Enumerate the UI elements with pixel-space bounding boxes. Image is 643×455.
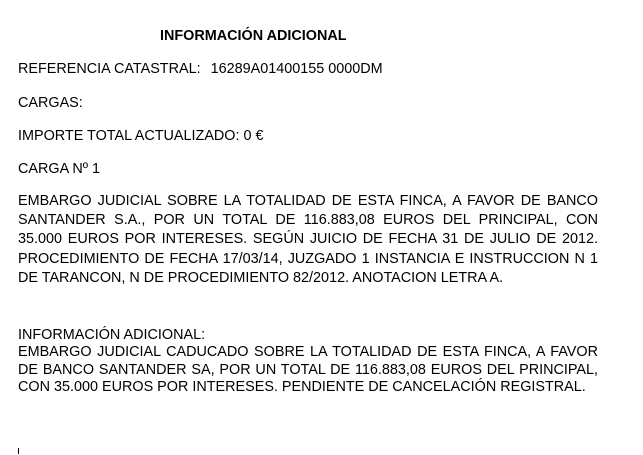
info-adicional-label: INFORMACIÓN ADICIONAL: — [18, 327, 206, 343]
cargas-label: CARGAS: — [18, 95, 83, 111]
referencia-value: 16289A01400155 0000DM — [210, 61, 383, 77]
referencia-label: REFERENCIA CATASTRAL: — [18, 61, 201, 77]
info-adicional-text: EMBARGO JUDICIAL CADUCADO SOBRE LA TOTALIDAD DE ESTA FINCA, A FAVOR DE BANCO SANTANDER SA, POR UN TOTAL DE 116.883,08 EUROS DEL PRINCIPAL, CON 35.000 EUROS POR INTERESES. PENDIENTE DE CANCELACIÓN REGISTRAL. — [18, 344, 598, 395]
info-adicional-section — [18, 327, 598, 396]
document-title: INFORMACIÓN ADICIONAL — [160, 28, 347, 44]
carga-description: EMBARGO JUDICIAL SOBRE LA TOTALIDAD DE ESTA FINCA, A FAVOR DE BANCO SANTANDER S.A., POR UN TOTAL DE 116.883,08 EUROS DEL PRINCIPAL, CON 35.000 EUROS POR INTERESES. SEGÚN JUICIO DE FECHA 31 DE JULIO DE 2012. PROCEDIMIENTO DE FECHA 17/03/14, JUZGADO 1 INSTANCIA E INSTRUCCION N 1 DE TARANCON, N DE PROCEDIMIENTO 82/2012. ANOTACION LETRA A. — [18, 193, 598, 286]
importe-total: IMPORTE TOTAL ACTUALIZADO: 0 € — [18, 128, 264, 144]
referencia-catastral — [18, 61, 383, 77]
page-edge-mark — [18, 448, 19, 454]
carga-heading: CARGA Nº 1 — [18, 161, 101, 177]
